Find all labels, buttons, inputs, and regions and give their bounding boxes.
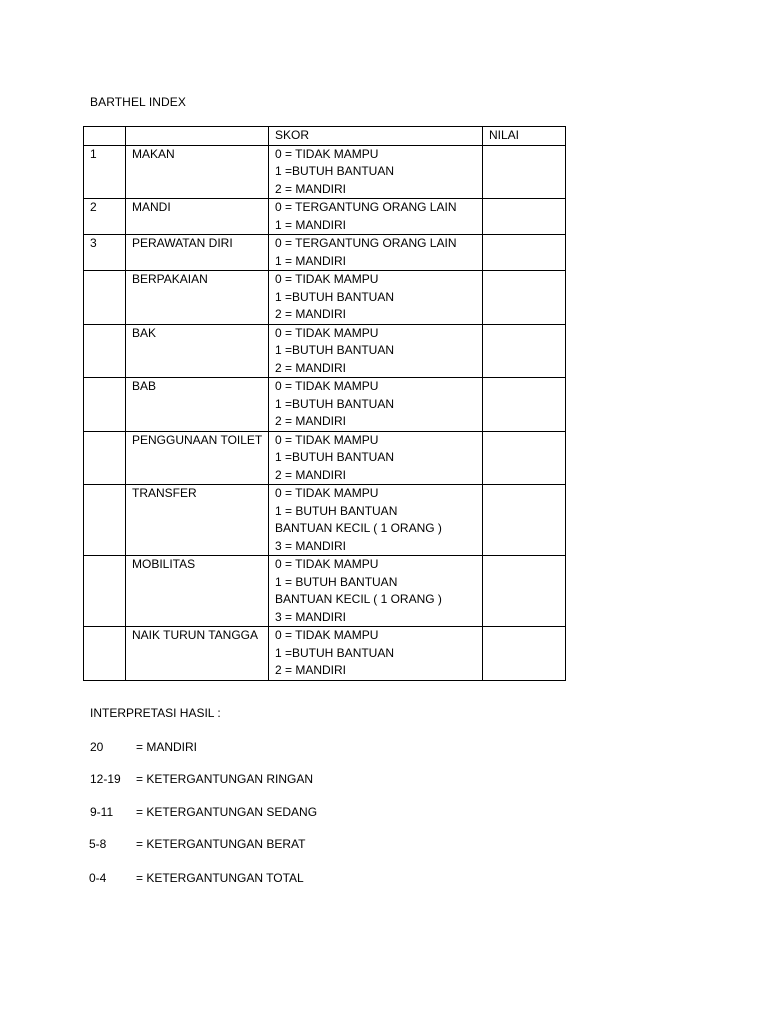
nilai-cell bbox=[483, 485, 566, 556]
table-row bbox=[84, 145, 566, 199]
score-option: 1 =BUTUH BANTUAN bbox=[275, 450, 395, 464]
score-option: 0 = TIDAK MAMPU bbox=[275, 146, 379, 161]
score-options bbox=[269, 145, 483, 199]
score-option: 0 = TIDAK MAMPU bbox=[275, 557, 379, 571]
score-option: 1 = MANDIRI bbox=[275, 253, 347, 268]
table-row bbox=[84, 235, 566, 271]
score-range: 20 bbox=[90, 740, 104, 754]
score-option: 3 = MANDIRI bbox=[275, 538, 347, 553]
activity-name: MAKAN bbox=[126, 145, 269, 199]
nilai-cell bbox=[483, 431, 566, 485]
table-header-row bbox=[84, 127, 566, 146]
score-option: 0 = TIDAK MAMPU bbox=[275, 486, 379, 500]
row-number bbox=[84, 324, 126, 378]
score-option: 1 = BUTUH BANTUAN bbox=[275, 574, 398, 589]
row-number bbox=[84, 627, 126, 681]
row-number: 1 bbox=[84, 145, 126, 199]
dependency-level: = KETERGANTUNGAN BERAT bbox=[136, 837, 306, 851]
dependency-level: = MANDIRI bbox=[136, 740, 198, 754]
row-number bbox=[84, 485, 126, 556]
interpretation-title: INTERPRETASI HASIL : bbox=[90, 706, 221, 720]
score-option: 2 = MANDIRI bbox=[275, 663, 347, 677]
activity-name: PENGGUNAAN TOILET bbox=[126, 431, 269, 485]
score-range: 9-11 bbox=[90, 805, 114, 819]
dependency-level: = KETERGANTUNGAN RINGAN bbox=[136, 772, 314, 786]
score-range: 5-8 bbox=[89, 837, 107, 851]
dependency-level: = KETERGANTUNGAN SEDANG bbox=[136, 805, 318, 819]
score-options bbox=[269, 485, 483, 556]
score-range: 12-19 bbox=[90, 772, 121, 786]
row-number bbox=[84, 431, 126, 485]
header-skor: SKOR bbox=[269, 127, 483, 146]
activity-name: NAIK TURUN TANGGA bbox=[126, 627, 269, 681]
row-number bbox=[84, 556, 126, 627]
score-option: 1 =BUTUH BANTUAN bbox=[275, 396, 395, 411]
score-option: 0 = TIDAK MAMPU bbox=[275, 325, 379, 340]
score-options bbox=[269, 235, 483, 271]
activity-name: BERPAKAIAN bbox=[126, 271, 269, 325]
table-row bbox=[84, 324, 566, 378]
score-option: 1 = BUTUH BANTUAN bbox=[275, 503, 398, 518]
score-option: 1 = MANDIRI bbox=[275, 217, 347, 232]
barthel-index-table bbox=[83, 126, 566, 681]
activity-name: BAK bbox=[126, 324, 269, 378]
score-option: 0 = TERGANTUNG ORANG LAIN bbox=[275, 236, 457, 250]
document-title: BARTHEL INDEX bbox=[90, 95, 186, 109]
header-item bbox=[126, 127, 269, 146]
table-row bbox=[84, 378, 566, 432]
table-row bbox=[84, 431, 566, 485]
table-row bbox=[84, 627, 566, 681]
nilai-cell bbox=[483, 324, 566, 378]
score-option: 1 =BUTUH BANTUAN bbox=[275, 645, 395, 660]
score-option: 1 =BUTUH BANTUAN bbox=[275, 343, 395, 357]
score-options bbox=[269, 271, 483, 325]
score-option: 3 = MANDIRI bbox=[275, 609, 347, 624]
score-options bbox=[269, 556, 483, 627]
activity-name: MANDI bbox=[126, 199, 269, 235]
score-option: 2 = MANDIRI bbox=[275, 467, 347, 482]
nilai-cell bbox=[483, 235, 566, 271]
table-row bbox=[84, 271, 566, 325]
score-option: 0 = TERGANTUNG ORANG LAIN bbox=[275, 200, 457, 214]
score-option: 2 = MANDIRI bbox=[275, 414, 347, 428]
score-options bbox=[269, 627, 483, 681]
row-number bbox=[84, 378, 126, 432]
score-option: 2 = MANDIRI bbox=[275, 360, 347, 375]
score-options bbox=[269, 431, 483, 485]
score-option: 0 = TIDAK MAMPU bbox=[275, 272, 379, 286]
table-row bbox=[84, 199, 566, 235]
activity-name: TRANSFER bbox=[126, 485, 269, 556]
nilai-cell bbox=[483, 556, 566, 627]
activity-name: PERAWATAN DIRI bbox=[126, 235, 269, 271]
nilai-cell bbox=[483, 627, 566, 681]
nilai-cell bbox=[483, 378, 566, 432]
table-row bbox=[84, 556, 566, 627]
score-option: 2 = MANDIRI bbox=[275, 307, 347, 321]
table-row bbox=[84, 485, 566, 556]
score-options bbox=[269, 199, 483, 235]
score-option: BANTUAN KECIL ( 1 ORANG ) bbox=[275, 521, 442, 535]
score-range: 0-4 bbox=[89, 871, 107, 885]
nilai-cell bbox=[483, 271, 566, 325]
score-option: 2 = MANDIRI bbox=[275, 181, 347, 196]
score-option: 1 =BUTUH BANTUAN bbox=[275, 289, 395, 304]
score-option: 0 = TIDAK MAMPU bbox=[275, 628, 379, 642]
score-option: 0 = TIDAK MAMPU bbox=[275, 432, 379, 447]
score-options bbox=[269, 324, 483, 378]
activity-name: MOBILITAS bbox=[126, 556, 269, 627]
nilai-cell bbox=[483, 145, 566, 199]
row-number bbox=[84, 271, 126, 325]
nilai-cell bbox=[483, 199, 566, 235]
header-no bbox=[84, 127, 126, 146]
score-option: BANTUAN KECIL ( 1 ORANG ) bbox=[275, 592, 442, 606]
score-options bbox=[269, 378, 483, 432]
dependency-level: = KETERGANTUNGAN TOTAL bbox=[136, 871, 304, 885]
row-number: 2 bbox=[84, 199, 126, 235]
row-number: 3 bbox=[84, 235, 126, 271]
header-nilai: NILAI bbox=[483, 127, 566, 146]
score-option: 1 =BUTUH BANTUAN bbox=[275, 164, 395, 178]
score-option: 0 = TIDAK MAMPU bbox=[275, 379, 379, 393]
activity-name: BAB bbox=[126, 378, 269, 432]
